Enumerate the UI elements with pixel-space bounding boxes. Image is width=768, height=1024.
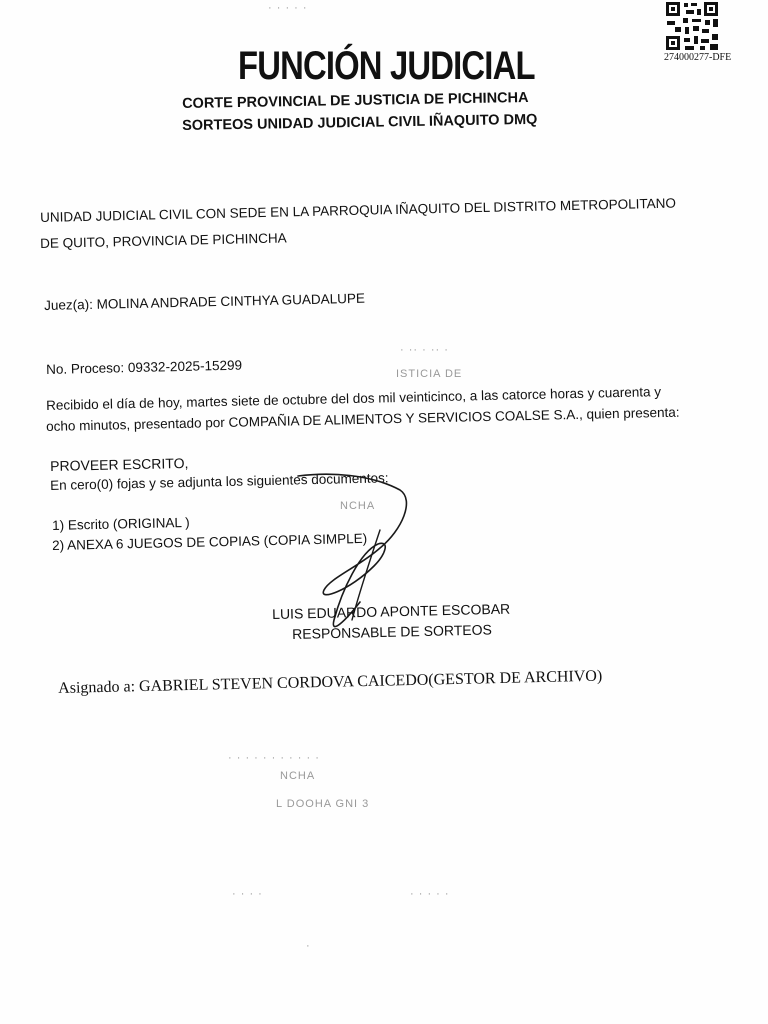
bleed-through-mark: · · · · ·: [410, 888, 450, 900]
responsible-title: RESPONSABLE DE SORTEOS: [292, 621, 493, 642]
unidad-line-2: DE QUITO, PROVINCIA DE PICHINCHA: [40, 230, 287, 251]
bleed-through-text: NCHA: [280, 770, 316, 782]
received-line-2: ocho minutos, presentado por COMPAÑIA DE ALIMENTOS Y SERVICIOS COALSE S.A., quien presenta:: [46, 404, 680, 434]
bleed-through-mark: · · · · ·: [268, 2, 308, 14]
page-title: FUNCIÓN JUDICIAL: [238, 44, 535, 88]
bleed-through-mark: · · · · · · · · · · ·: [228, 752, 320, 764]
qr-code-icon: [664, 0, 720, 52]
court-name: CORTE PROVINCIAL DE JUSTICIA DE PICHINCHA: [182, 89, 529, 112]
document-item: 1) Escrito (ORIGINAL ): [52, 514, 190, 533]
qr-code-label: 274000277-DFE: [664, 52, 732, 63]
proveer-heading: PROVEER ESCRITO,: [50, 454, 189, 474]
bleed-through-mark: · · · ·: [232, 888, 263, 900]
received-line-1: Recibido el día de hoy, martes siete de octubre del dos mil veinticinco, a las catorce horas y cuarenta y: [46, 384, 662, 413]
process-number: No. Proceso: 09332-2025-15299: [46, 357, 243, 377]
unit-name: SORTEOS UNIDAD JUDICIAL CIVIL IÑAQUITO DMQ: [182, 111, 538, 134]
bleed-through-text: L DOOHA GNI 3: [276, 798, 370, 810]
bleed-through-mark: ·: [306, 940, 311, 952]
bleed-through-text: ISTICIA DE: [396, 368, 463, 380]
responsible-name: LUIS EDUARDO APONTE ESCOBAR: [272, 600, 511, 622]
bleed-through-mark: · ·· · ·· ·: [400, 344, 449, 356]
assigned-to: Asignado a: GABRIEL STEVEN CORDOVA CAICEDO(GESTOR DE ARCHIVO): [58, 667, 603, 697]
fojas-line: En cero(0) fojas y se adjunta los siguientes documentos:: [50, 470, 389, 493]
document-item: 2) ANEXA 6 JUEGOS DE COPIAS (COPIA SIMPLE): [52, 530, 368, 553]
unidad-line-1: UNIDAD JUDICIAL CIVIL CON SEDE EN LA PARROQUIA IÑAQUITO DEL DISTRITO METROPOLITANO: [40, 195, 677, 225]
judge-line: Juez(a): MOLINA ANDRADE CINTHYA GUADALUPE: [44, 290, 366, 313]
bleed-through-text: NCHA: [340, 500, 376, 512]
